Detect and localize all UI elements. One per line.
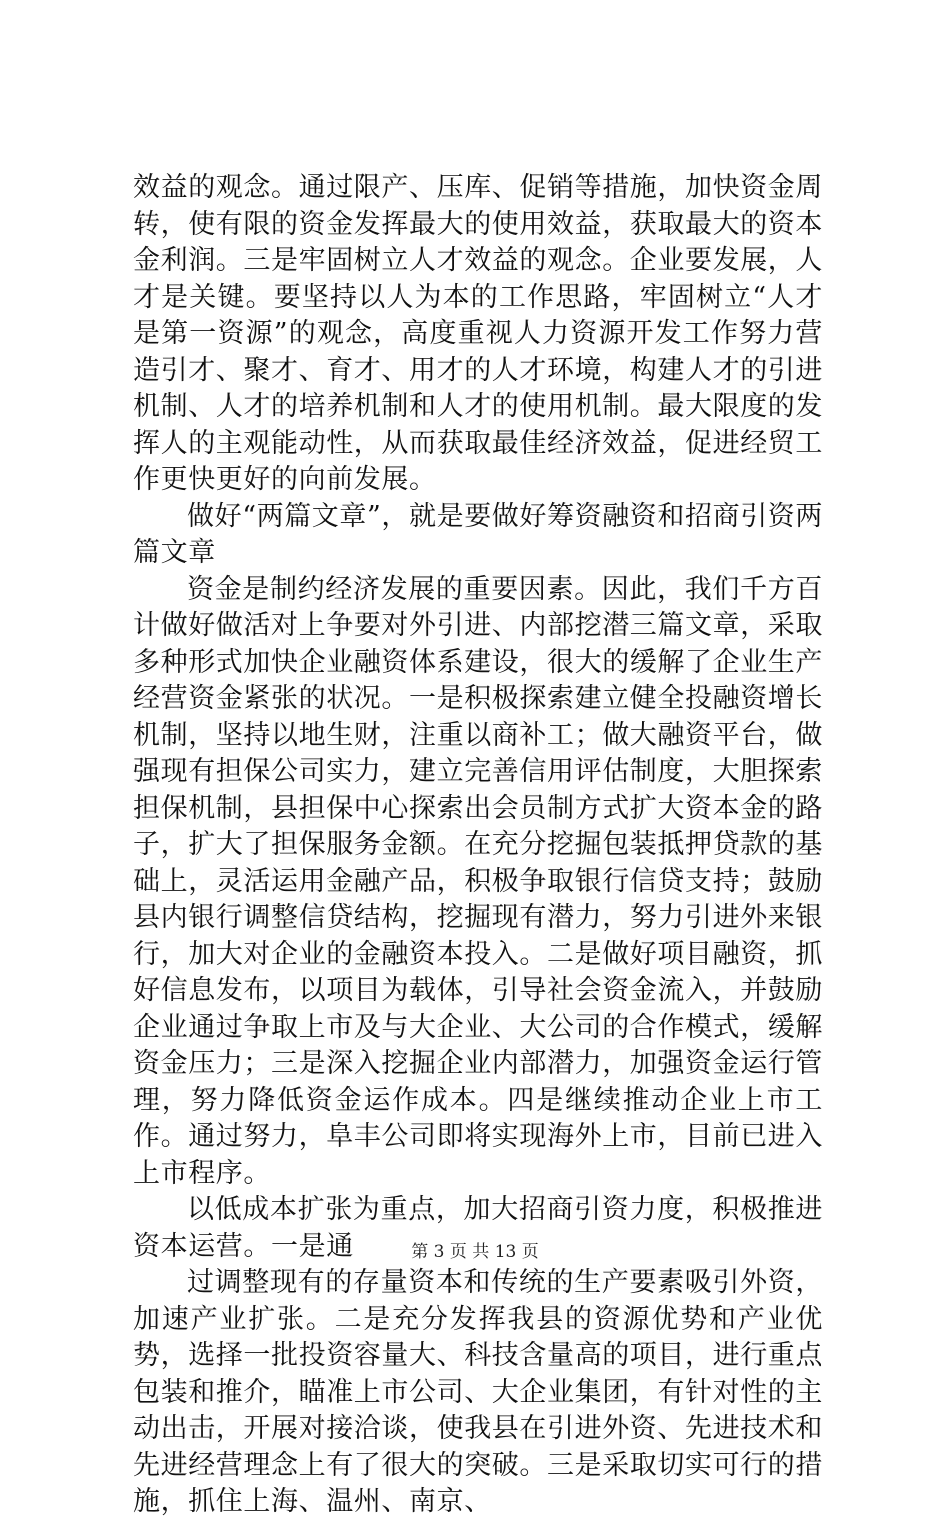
paragraph-continued: 效益的观念。通过限产、压库、促销等措施，加快资金周转，使有限的资金发挥最大的使用效益，获取最大的资本金利润。三是牢固树立人才效益的观念。企业要发展，人才是关键。要坚持以人为本的工作思路，牢固树立“人才是第一资源”的观念，高度重视人力资源开发工作努力营造引才、聚才、育才、用才的人才环境，构建人才的引进机制、人才的培养机制和人才的使用机制。最大限度的发挥人的主观能动性，从而获取最佳经济效益，促进经贸工作更快更好的向前发展。	[133, 172, 823, 495]
paragraph-investment-detail: 过调整现有的存量资本和传统的生产要素吸引外资，加速产业扩张。二是充分发挥我县的资源优势和产业优势，选择一批投资容量大、科技含量高的项目，进行重点包装和推介，瞄准上市公司、大企业集团，有针对性的主动出击，开展对接洽谈，使我县在引进外资、先进技术和先进经营理念上有了很大的突破。三是采取切实可行的措施，抓住上海、温州、南京、	[133, 1267, 823, 1517]
paragraph-heading-two-articles: 做好“两篇文章”，就是要做好筹资融资和招商引资两篇文章	[133, 500, 824, 568]
document-body	[133, 170, 823, 1521]
paragraph-financing: 资金是制约经济发展的重要因素。因此，我们千方百计做好做活对上争要对外引进、内部挖潜三篇文章，采取多种形式加快企业融资体系建设，很大的缓解了企业生产经营资金紧张的状况。一是积极探索建立健全投融资增长机制，坚持以地生财，注重以商补工；做大融资平台，做强现有担保公司实力，建立完善信用评估制度，大胆探索担保机制，县担保中心探索出会员制方式扩大资本金的路子，扩大了担保服务金额。在充分挖掘包装抵押贷款的基础上，灵活运用金融产品，积极争取银行信贷支持；鼓励县内银行调整信贷结构，挖掘现有潜力，努力引进外来银行，加大对企业的金融资本投入。二是做好项目融资，抓好信息发布，以项目为载体，引导社会资金流入，并鼓励企业通过争取上市及与大企业、大公司的合作模式，缓解资金压力；三是深入挖掘企业内部潜力，加强资金运行管理，努力降低资金运作成本。四是继续推动企业上市工作。通过努力，阜丰公司即将实现海外上市，目前已进入上市程序。	[133, 573, 823, 1189]
page-number-footer: 第 3 页 共 13 页	[411, 1242, 539, 1262]
paragraph-investment-intro: 以低成本扩张为重点，加大招商引资力度，积极推进资本运营。一是通	[133, 1194, 823, 1262]
